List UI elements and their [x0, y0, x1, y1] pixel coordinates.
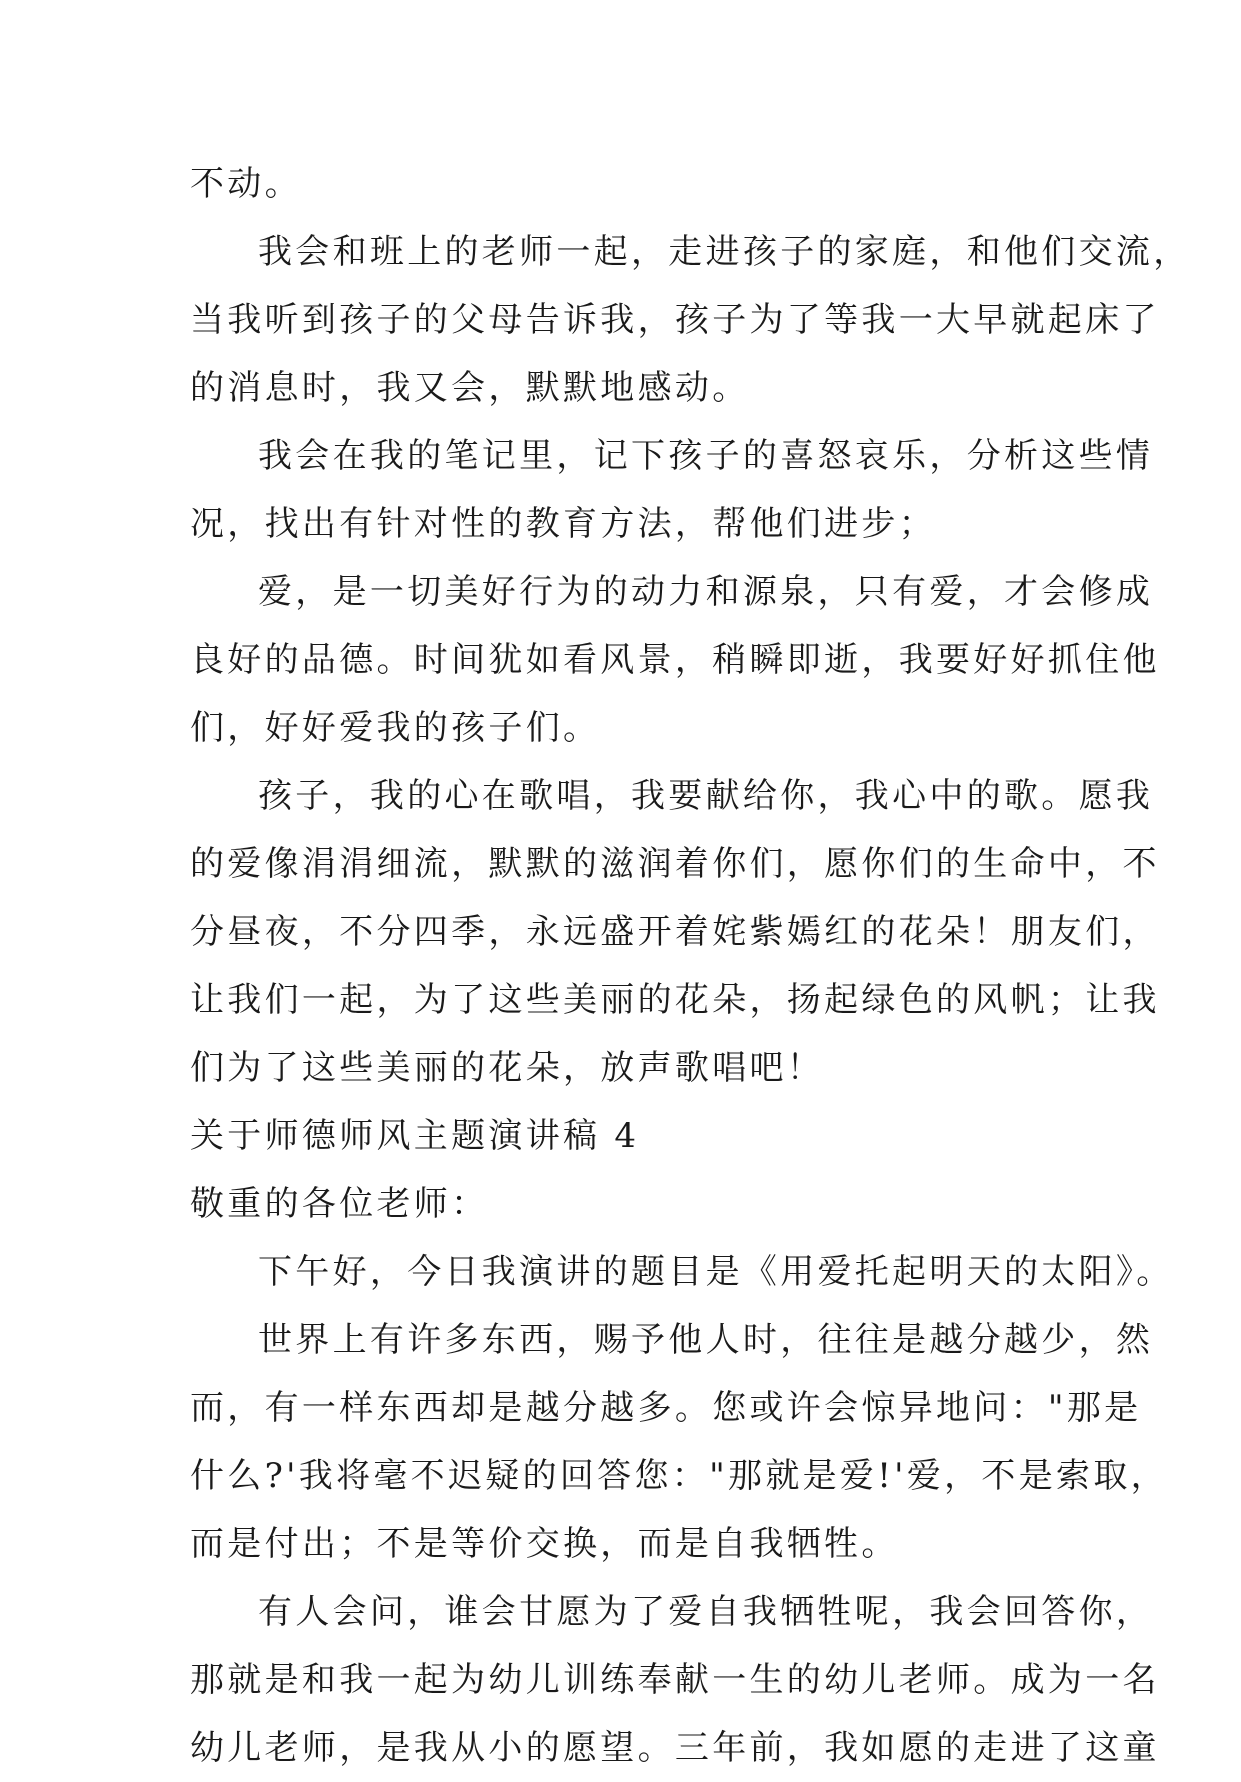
text-line: 而，有一样东西却是越分越多。您或许会惊异地问："那是	[190, 1388, 1142, 1428]
text-line: 况，找出有针对性的教育方法，帮他们进步；	[190, 504, 936, 544]
paragraph-start-line: 世界上有许多东西，赐予他人时，往往是越分越少，然	[258, 1320, 1154, 1360]
text-line: 幼儿老师，是我从小的愿望。三年前，我如愿的走进了这童	[190, 1728, 1160, 1768]
text-line: 良好的品德。时间犹如看风景，稍瞬即逝，我要好好抓住他	[190, 640, 1160, 680]
text-line: 当我听到孩子的父母告诉我，孩子为了等我一大早就起床了	[190, 300, 1160, 340]
text-line: 而是付出；不是等价交换，而是自我牺牲。	[190, 1524, 899, 1564]
text-line: 的消息时，我又会，默默地感动。	[190, 368, 750, 408]
text-line: 不动。	[190, 164, 302, 204]
salutation: 敬重的各位老师：	[190, 1184, 489, 1224]
text-line: 分昼夜，不分四季，永远盛开着姹紫嫣红的花朵！朋友们，	[190, 912, 1160, 952]
paragraph-start-line: 有人会问，谁会甘愿为了爱自我牺牲呢，我会回答你，	[258, 1592, 1154, 1632]
document-page	[190, 150, 1191, 1782]
text-line: 们，好好爱我的孩子们。	[190, 708, 601, 748]
paragraph-start-line: 孩子，我的心在歌唱，我要献给你，我心中的歌。愿我	[258, 776, 1154, 816]
text-line: 那就是和我一起为幼儿训练奉献一生的幼儿老师。成为一名	[190, 1660, 1160, 1700]
text-line: 的爱像涓涓细流，默默的滋润着你们，愿你们的生命中，不	[190, 844, 1160, 884]
paragraph-start-line: 爱，是一切美好行为的动力和源泉，只有爱，才会修成	[258, 572, 1154, 612]
text-line: 什么?'我将毫不迟疑的回答您："那就是爱!'爱，不是索取，	[190, 1456, 1168, 1496]
section-heading: 关于师德师风主题演讲稿 4	[190, 1116, 640, 1156]
paragraph-start-line: 我会在我的笔记里，记下孩子的喜怒哀乐，分析这些情	[258, 436, 1154, 476]
paragraph-start-line: 下午好，今日我演讲的题目是《用爱托起明天的太阳》。	[258, 1252, 1174, 1292]
text-line: 让我们一起，为了这些美丽的花朵，扬起绿色的风帆；让我	[190, 980, 1160, 1020]
paragraph-start-line: 我会和班上的老师一起，走进孩子的家庭，和他们交流，	[258, 232, 1191, 272]
text-line: 们为了这些美丽的花朵，放声歌唱吧！	[190, 1048, 825, 1088]
